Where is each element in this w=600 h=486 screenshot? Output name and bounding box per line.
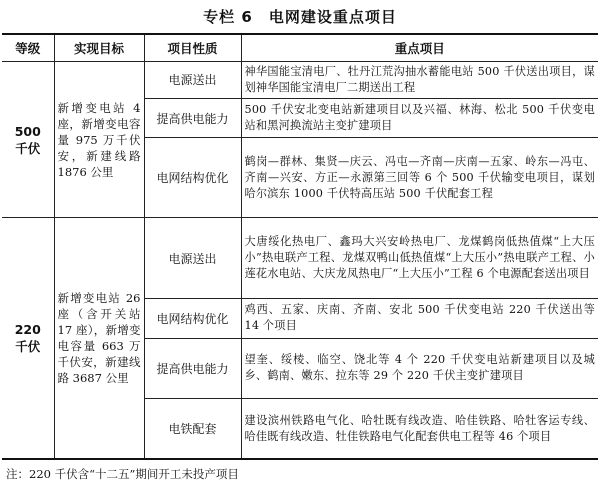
table-row <box>2 62 598 99</box>
project-cell: 鸡西、五家、庆南、齐南、安北 500 千伏变电站 220 千伏送出等 14 个项目 <box>241 298 598 338</box>
goal-cell-220kv: 新增变电站 26 座（含开关站 17 座），新增变电容量 663 万千伏安，新建线路 3687 公里 <box>54 218 144 459</box>
project-cell: 鹤岗—群林、集贤—庆云、冯屯—齐南—庆南—五家、岭东—冯屯、齐南—兴安、方正—永源第三回等 6 个 500 千伏输变电项目，谋划哈尔滨东 1000 千伏特高压站 500 千伏配套工程 <box>241 138 598 218</box>
header-projects: 重点项目 <box>241 34 598 62</box>
column-title: 专栏 6 电网建设重点项目 <box>203 8 397 26</box>
project-cell: 建设滨州铁路电气化、哈牡既有线改造、哈佳铁路、哈牡客运专线、哈佳既有线改造、牡佳铁路电气化配套供电工程等 46 个项目 <box>241 399 598 459</box>
nature-cell: 电网结构优化 <box>144 298 241 338</box>
nature-cell: 提高供电能力 <box>144 338 241 398</box>
header-nature: 项目性质 <box>144 34 241 62</box>
nature-cell: 电网结构优化 <box>144 138 241 218</box>
header-goal: 实现目标 <box>54 34 144 62</box>
level-cell-500kv <box>2 62 54 218</box>
table-row <box>2 218 598 299</box>
project-cell: 神华国能宝清电厂、牡丹江荒沟抽水蓄能电站 500 千伏送出项目，谋划神华国能宝清电厂二期送出工程 <box>241 62 598 99</box>
level-label: 500 千伏 <box>14 123 41 156</box>
level-cell-220kv <box>2 218 54 459</box>
nature-cell: 电源送出 <box>144 218 241 299</box>
project-cell: 望奎、绥棱、临空、饶北等 4 个 220 千伏变电站新建项目以及城乡、鹤南、嫩东、拉东等 29 个 220 千伏主变扩建项目 <box>241 338 598 398</box>
table-footnote: 注：220 千伏含“十二五”期间开工未投产项目 <box>6 467 239 481</box>
level-label: 220 千伏 <box>14 322 41 355</box>
header-row <box>2 34 598 62</box>
project-cell: 大唐绥化热电厂、鑫玛大兴安岭热电厂、龙煤鹤岗低热值煤“上大压小”热电联产工程、龙煤双鸭山低热值煤“上大压小”热电联产工程、小莲花水电站、大庆龙凤热电厂“上大压小”工程 6 个电源配套送出项目 <box>241 218 598 299</box>
header-level: 等级 <box>2 34 54 62</box>
nature-cell: 提高供电能力 <box>144 98 241 138</box>
nature-cell: 电铁配套 <box>144 399 241 459</box>
project-cell: 500 千伏安北变电站新建项目以及兴福、林海、松北 500 千伏变电站和黑河换流站主变扩建项目 <box>241 98 598 138</box>
goal-cell-500kv: 新增变电站 4 座，新增变电容量 975 万千伏安，新建线路 1876 公里 <box>54 62 144 218</box>
nature-cell: 电源送出 <box>144 62 241 99</box>
key-projects-table <box>2 33 598 460</box>
